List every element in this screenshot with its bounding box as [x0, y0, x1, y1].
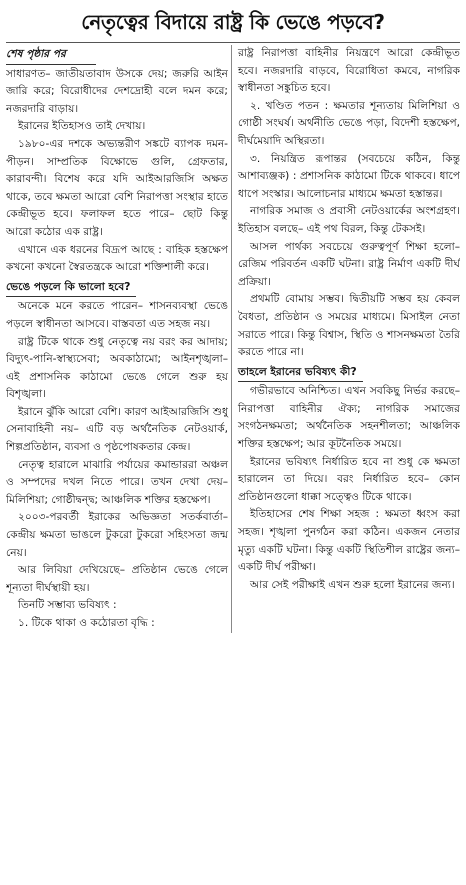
paragraph: প্রথমটি বোমায় সম্ভব। দ্বিতীয়টি সম্ভব হয় কেবল বৈধতা, প্রতিষ্ঠান ও সময়ের মাধ্যমে। মিসাইল নেতা সরাতে পারে। কিন্তু বিশ্বাস, স্থিতি ও শাসনক্ষমতা তৈরি করতে পারে না। [238, 293, 460, 359]
paragraph: আর লিবিয়া দেখিয়েছে– প্রতিষ্ঠান ভেঙে গেলে শূন্যতা দীর্ঘস্থায়ী হয়। [6, 564, 228, 594]
paragraph: নাগরিক সমাজ ও প্রবাসী নেটওয়ার্কের অংশগ্রহণ। ইতিহাস বলছে– এই পথ বিরল, কিন্তু টেকসই। [238, 205, 460, 235]
paragraph: ইতিহাসের শেষ শিক্ষা সহজ : ক্ষমতা ধ্বংস করা সহজ। শৃঙ্খলা পুনর্গঠন করা কঠিন। একজন নেতার মৃত্যু একটি ঘটনা। কিন্তু একটি স্থিতিশীল রাষ্ট্রের জন্য– একটি দীর্ঘ পরীক্ষা। [238, 508, 460, 574]
paragraph: গভীরভাবে অনিশ্চিত। এখন সবকিছু নির্ভর করছে– নিরাপত্তা বাহিনীর ঐক্য; নাগরিক সমাজের সংগঠনক্ষমতা; অর্থনৈতিক সহনশীলতা; আঞ্চলিক শক্তির হস্তক্ষেপ; আর কূটনৈতিক সময়ে। [238, 385, 460, 451]
subheading: ভেঙে পড়লে কি ভালো হবে? [6, 279, 136, 298]
paragraph: সাধারণত– জাতীয়তাবাদ উসকে দেয়; জরুরি আইন জারি করে; বিরোধীদের দেশদ্রোহী বলে দমন করে; নজরদারি বাড়ায়। [6, 67, 228, 115]
paragraph: ২০০৩-পরবর্তী ইরাকের অভিজ্ঞতা সতর্কবার্তা– কেন্দ্রীয় ক্ষমতা ভাঙলে টুকরো টুকরো সহিংসতা জন্ম নেয়। [6, 511, 228, 559]
paragraph: ইরানে ঝুঁকি আরো বেশি। কারণ আইআরজিসি শুধু সেনাবাহিনী নয়– এটি বড় অর্থনৈতিক নেটওয়ার্ক, শিল্পপ্রতিষ্ঠান, ব্যবসা ও পৃষ্ঠপোষকতার কেন্দ্র। [6, 405, 228, 454]
paragraph: ইরানের ইতিহাসও তাই দেখায়। [18, 120, 146, 133]
article-columns [6, 45, 460, 633]
paragraph: নেতৃত্ব হারালে মাঝারি পর্যায়ের কমান্ডাররা অঞ্চল ও সম্পদের দখল নিতে পারে। তখন দেখা দেয়– মিলিশিয়া; গোষ্ঠীদ্বন্দ্ব; আঞ্চলিক শক্তির হস্তক্ষেপ। [6, 458, 228, 506]
paragraph: এখানে এক ধরনের বিদ্রূপ আছে : বাহিক হস্তক্ষেপ কখনো কখনো স্বৈরতন্ত্রকে আরো শক্তিশালী করে। [6, 243, 228, 274]
paragraph: ১৯৮০-এর দশকে অভ্যন্তরীণ সঙ্কটে ব্যাপক দমন-পীড়ন। সাম্প্রতিক বিক্ষোভে গুলি, গ্রেফতার, কারাবন্দী। বিশেষ করে যদি আইআরজিসি অক্ষত থাকে, তবে ক্ষমতা আরো বেশি নিরাপত্তা সংস্থার হাতে কেন্দ্রীভূত হবে। ফলাফল হতে পারে– ছোট কিন্তু আরো কঠোর এক রাষ্ট্র। [6, 137, 228, 238]
paragraph: আর সেই পরীক্ষাই এখন শুরু হলো ইরানের জন্য। [250, 578, 455, 591]
paragraph: ৩. নিয়ন্ত্রিত রূপান্তর (সবচেয়ে কঠিন, কিন্তু আশাব্যঞ্জক) : প্রশাসনিক কাঠামো টিকে থাকবে। ধাপে ধাপে সংস্কার। আলোচনার মাধ্যমে ক্ষমতা হস্তান্তর। [238, 152, 460, 200]
headline-rule [6, 42, 460, 43]
paragraph: ১. টিকে থাকা ও কঠোরতা বৃদ্ধি : [18, 617, 155, 629]
paragraph: ২. খণ্ডিত পতন : ক্ষমতার শূন্যতায় মিলিশিয়া ও গোষ্ঠী সংঘর্ষ। অর্থনীতি ভেঙে পড়া, বিদেশী হস্তক্ষেপ, দীর্ঘমেয়াদি অস্থিরতা। [238, 99, 460, 147]
paragraph: ইরানের ভবিষ্যৎ নির্ধারিত হবে না শুধু কে ক্ষমতা হারালেন তা দিয়ে। বরং নির্ধারিত হবে– কোন প্রতিষ্ঠানগুলো ধাক্কা সত্ত্বেও টিকে থাকে। [238, 455, 460, 503]
left-column [6, 45, 232, 633]
continued-from-label: শেষ পৃষ্ঠার পর [6, 46, 96, 65]
paragraph: আসল পার্থক্য সবচেয়ে গুরুত্বপূর্ণ শিক্ষা হলো– রেজিম পরিবর্তন একটি ঘটনা। রাষ্ট্র নির্মাণ একটি দীর্ঘ প্রক্রিয়া। [238, 240, 460, 288]
paragraph: রাষ্ট্র নিরাপত্তা বাহিনীর নিয়ন্ত্রণে আরো কেন্দ্রীভূত হবে। নজরদারি বাড়বে, বিরোধিতা কমবে, নাগরিক স্বাধীনতা সঙ্কুচিত হবে। [238, 47, 460, 95]
subheading: তাহলে ইরানের ভবিষ্যৎ কী? [238, 364, 363, 383]
paragraph: অনেকে মনে করতে পারেন– শাসনব্যবস্থা ভেঙে পড়লে স্বাধীনতা আসবে। বাস্তবতা এত সহজ নয়। [6, 300, 228, 330]
headline: নেতৃত্বের বিদায়ে রাষ্ট্র কি ভেঙে পড়বে? [81, 10, 385, 34]
paragraph: রাষ্ট্র টিকে থাকে শুধু নেতৃত্বে নয় বরং কর আদায়; বিদ্যুৎ-পানি-স্বাস্থ্যসেবা; অবকাঠামো; আইনশৃঙ্খলা– এই প্রশাসনিক কাঠামো ভেঙে গেলে শুরু হয় বিশৃঙ্খলা। [6, 335, 228, 401]
paragraph: তিনটি সম্ভাব্য ভবিষ্যৎ : [18, 599, 117, 612]
right-column [232, 45, 460, 633]
